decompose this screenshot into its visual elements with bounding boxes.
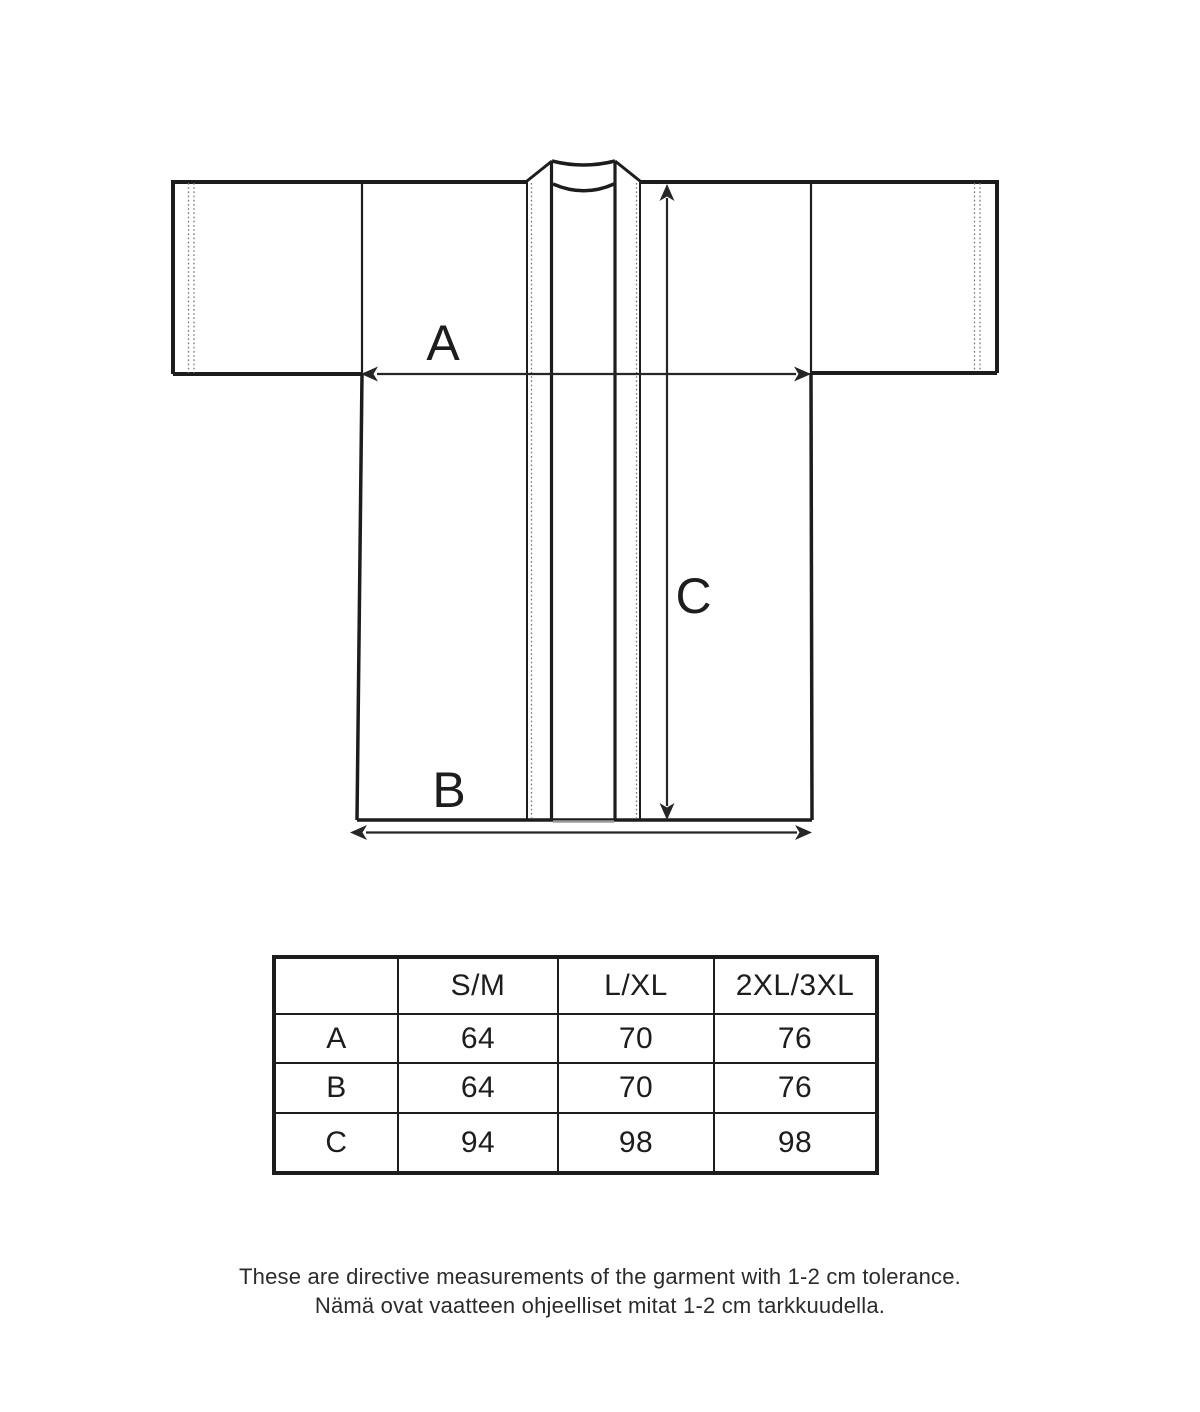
kimono-outline bbox=[173, 180, 997, 820]
size-table-header-row bbox=[274, 957, 877, 1014]
row-b-label: B bbox=[274, 1063, 398, 1113]
stitch-lines bbox=[189, 183, 981, 820]
row-c-2xl3xl: 98 bbox=[714, 1113, 877, 1173]
row-b-2xl3xl: 76 bbox=[714, 1063, 877, 1113]
measurement-arrow-c bbox=[660, 184, 675, 820]
size-table bbox=[272, 955, 879, 1175]
header-cell-2xl3xl: 2XL/3XL bbox=[714, 957, 877, 1014]
row-c-lxl: 98 bbox=[558, 1113, 714, 1173]
collar-slant-right bbox=[615, 161, 640, 181]
row-b-lxl: 70 bbox=[558, 1063, 714, 1113]
collar bbox=[527, 161, 640, 822]
header-cell-empty bbox=[274, 957, 398, 1014]
table-row-c bbox=[274, 1113, 877, 1173]
body-edge-right bbox=[811, 373, 812, 820]
measurement-arrow-b bbox=[350, 825, 812, 840]
back-neckline-curve bbox=[553, 184, 614, 191]
row-a-lxl: 70 bbox=[558, 1014, 714, 1063]
row-c-label: C bbox=[274, 1113, 398, 1173]
header-cell-sm: S/M bbox=[398, 957, 558, 1014]
table-row-b bbox=[274, 1063, 877, 1113]
header-cell-lxl: L/XL bbox=[558, 957, 714, 1014]
body-edge-left bbox=[357, 374, 362, 820]
measurement-label-a: A bbox=[426, 315, 460, 371]
arrow-a-head-right bbox=[794, 367, 811, 382]
row-a-sm: 64 bbox=[398, 1014, 558, 1063]
table-row-a bbox=[274, 1014, 877, 1063]
collar-top-curve bbox=[552, 161, 615, 165]
measurement-label-c: C bbox=[675, 568, 712, 624]
measurement-label-b: B bbox=[432, 762, 466, 818]
row-a-2xl3xl: 76 bbox=[714, 1014, 877, 1063]
tolerance-note bbox=[0, 1263, 1200, 1320]
row-b-sm: 64 bbox=[398, 1063, 558, 1113]
arrow-b-head-left bbox=[350, 825, 367, 840]
arrow-b-head-right bbox=[795, 825, 812, 840]
row-c-sm: 94 bbox=[398, 1113, 558, 1173]
row-a-label: A bbox=[274, 1014, 398, 1063]
tolerance-note-fi: Nämä ovat vaatteen ohjeelliset mitat 1-2 cm tarkkuudella. bbox=[314, 1292, 886, 1318]
tolerance-note-en: These are directive measurements of the garment with 1-2 cm tolerance. bbox=[239, 1264, 961, 1289]
collar-slant-left bbox=[527, 161, 552, 181]
